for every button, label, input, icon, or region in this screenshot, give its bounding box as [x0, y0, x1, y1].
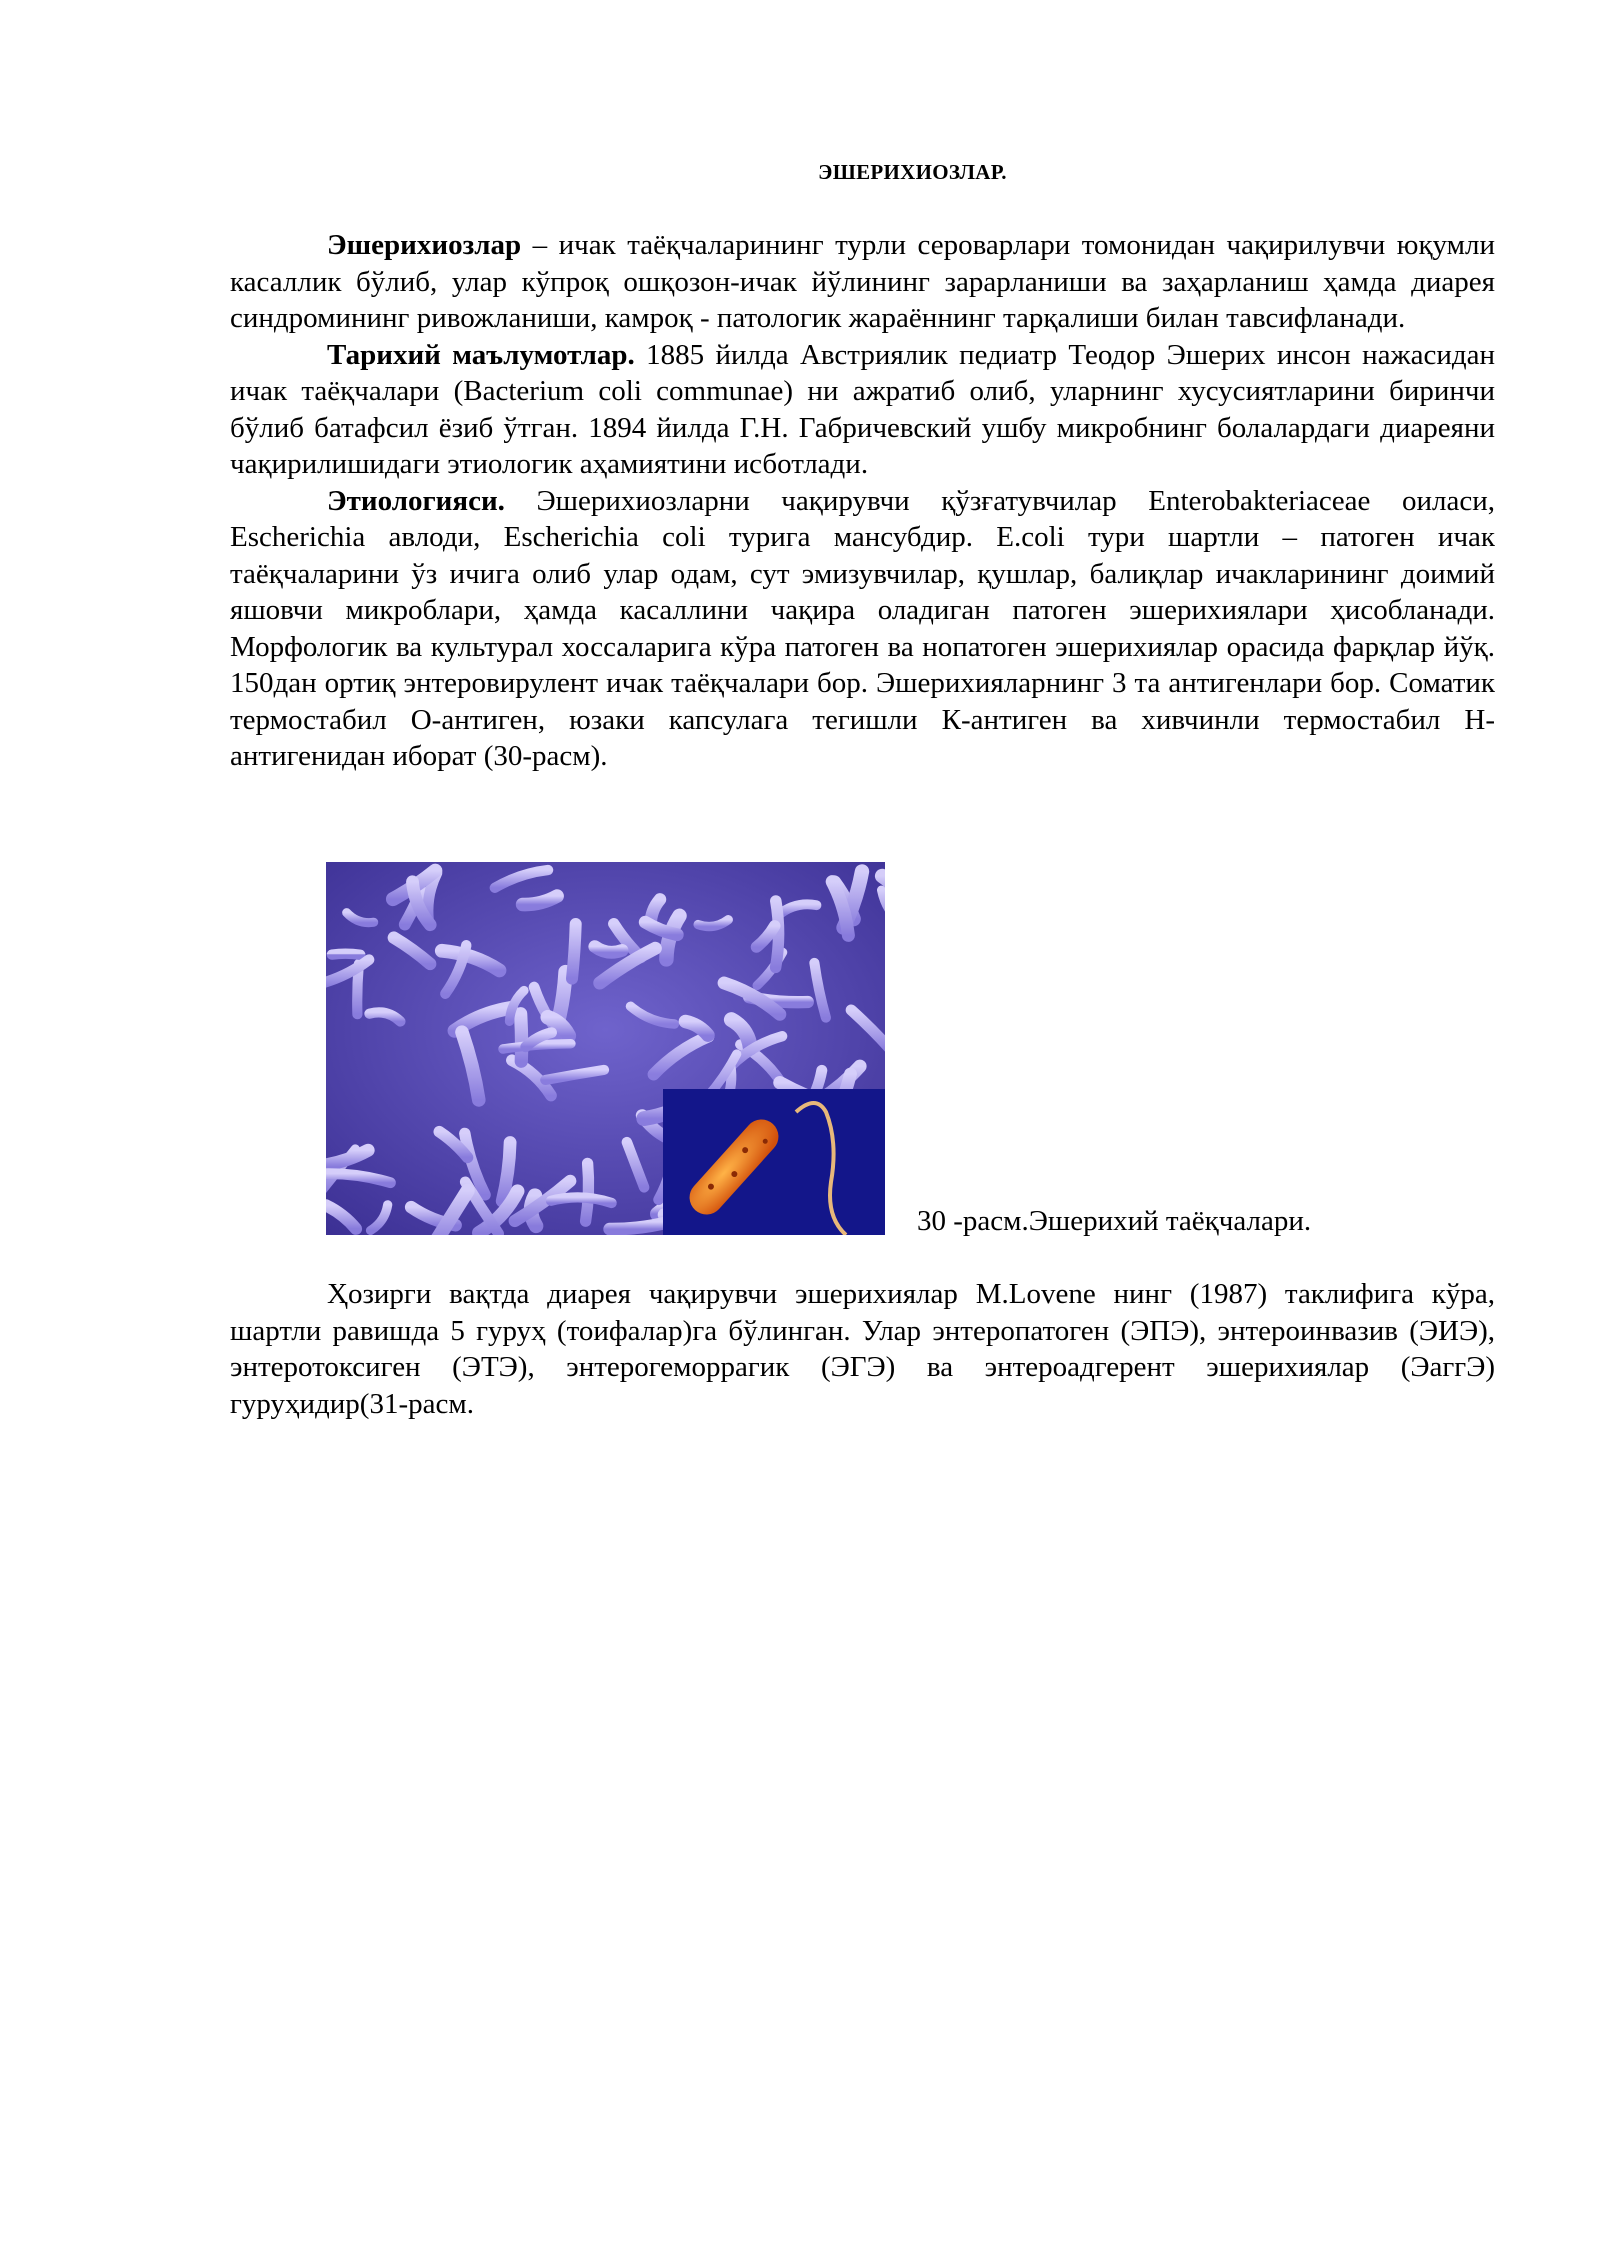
- document-title: ЭШЕРИХИОЗЛАР.: [818, 160, 1007, 184]
- body-text: [230, 227, 1495, 775]
- paragraph-history: [230, 337, 1495, 483]
- paragraph-classification: Ҳозирги вақтда диарея чақирувчи эшерихиялар M.Lovene нинг (1987) таклифига кўра, шартли равишда 5 гуруҳ (тоифалар)га бўлинган. Улар энтеропатоген (ЭПЭ), энтероинвазив (ЭИЭ), энтеротоксиген (ЭТЭ), энтерогеморрагик (ЭГЭ) ва энтероадгерент эшерихиялар (ЭаггЭ) гуруҳидир(31-расм.: [230, 1278, 1495, 1420]
- bacterium-rod: [595, 947, 622, 953]
- paragraph-definition: [230, 227, 1495, 337]
- paragraph-etiology: [230, 483, 1495, 775]
- bacterium-rod: [332, 954, 360, 955]
- bacterium-rod: [521, 1014, 522, 1061]
- body-text-continued: [230, 1276, 1495, 1422]
- bacterium-rod: [586, 1163, 589, 1221]
- paragraph-text: 1885 йилда Австриялик педиатр Теодор Эшерих инсон нажасидан ичак таёқчалари (Bacterium coli communae) ни ажратиб олиб, уларнинг хусусиятларини биринчи бўлиб батафсил ёзиб ўтган. 1894 йилда Г.Н. Габричевский ушбу микробнинг болалардаги диареяни чақирилишидаги этиологик аҳамиятини исботлади.: [230, 338, 1496, 480]
- bacteria-micrograph-icon: [326, 862, 885, 1235]
- paragraph-text: Эшерихиозларни чақирувчи қўзғатувчилар Enterobakteriaceae оиласи, Escherichia авлоди, Escherichia coli турига мансубдир. E.coli тури шартли – патоген ичак таёқчаларини ўз ичига олиб улар одам, сут эмизувчилар, қушлар, балиқлар ичакларининг доимий яшовчи микроблари, ҳамда касаллини чақира оладиган патоген эшерихиялари ҳисобланади. Морфологик ва культурал хоссаларига кўра патоген ва нопатоген эшерихиялар орасида фарқлар йўқ. 150дан ортиқ энтеровирулент ичак таёқчалари бор. Эшерихияларнинг 3 та антигенлари бор. Соматик термостабил О-антиген, юзаки капсулага тегишли К-антиген ва хивчинли термостабил Н-антигенидан иборат (30-расм).: [230, 484, 1495, 772]
- bacterium-rod: [502, 1143, 510, 1202]
- figure-caption: 30 -расм.Эшерихий таёқчалари.: [917, 1205, 1312, 1237]
- bacterium-rod: [551, 1197, 612, 1203]
- paragraph-lead: Тарихий маълумотлар.: [327, 338, 635, 371]
- bacterium-rod: [610, 1222, 669, 1229]
- paragraph-lead: Эшерихиозлар: [327, 229, 522, 261]
- bacterium-rod: [572, 924, 576, 979]
- paragraph-lead: Этиологияси.: [327, 484, 505, 517]
- bacteria-micrograph-image: [326, 862, 885, 1235]
- paragraph-text: – ичак таёқчаларининг турли сероварлари томонидан чақирилувчи юқумли касаллик бўлиб, улар кўпроқ ошқозон-ичак йўлининг зарарланиши ва заҳарланиш ҳамда диарея синдромининг ривожланиши, камроқ - патологик жараённинг тарқалиши билан тавсифланади.: [230, 229, 1495, 334]
